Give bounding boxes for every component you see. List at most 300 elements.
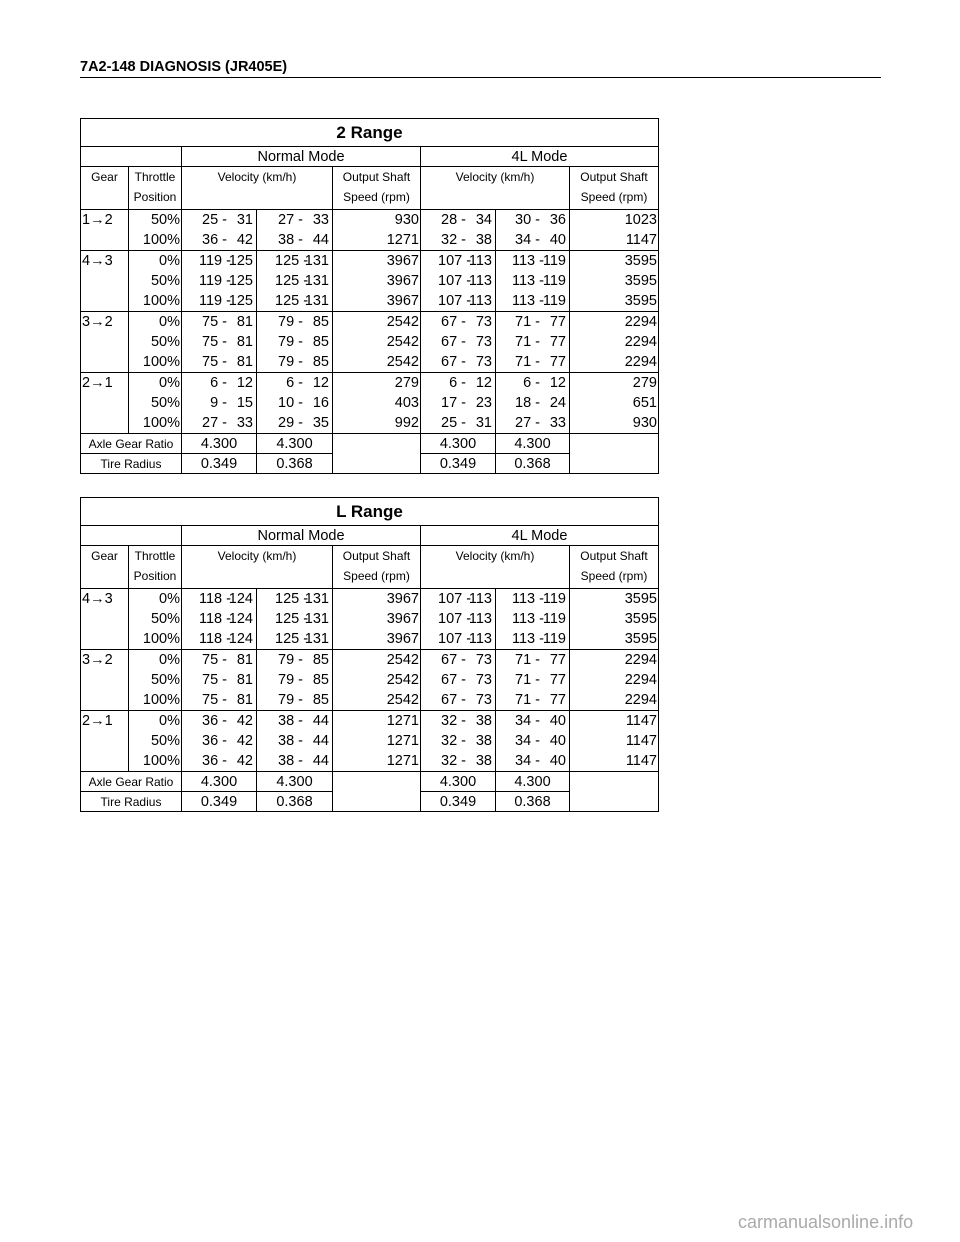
normal-output-speed [333,312,421,373]
table-title: 2 Range [81,119,659,147]
fourl-output-speed-value: 2294 [624,672,657,688]
fourl-output-speed-value: 1147 [625,232,657,248]
range-max: 44 [312,232,329,248]
fourl-velocity-2-range [497,711,568,731]
gear-shift-label: 4→3 [81,251,129,312]
normal-output-speed-value: 2542 [386,354,419,370]
range-min: 18 - [515,395,540,411]
throttle-position-value: 50% [150,611,180,627]
throttle-position [129,711,182,772]
range-min: 125 - [275,591,309,607]
range-min: 32 - [441,232,466,248]
range-max: 23 [475,395,492,411]
col-output-line2: Speed (rpm) [343,569,410,583]
range-max: 42 [236,713,253,729]
range-min: 75 - [202,692,227,708]
range-max: 85 [312,354,329,370]
range-min: 34 - [515,232,540,248]
axle-ratio-normal-2: 4.300 [257,772,333,792]
tire-radius-4l-2: 0.368 [496,792,570,812]
normal-velocity-2 [257,210,333,251]
col-velocity-4l: Velocity (km/h) [421,546,570,589]
normal-velocity-1-range [183,751,255,771]
normal-output-speed-value: 930 [394,212,419,228]
tire-radius-label: Tire Radius [81,792,182,812]
fourl-velocity-2-range [497,352,568,372]
fourl-output-speed-value: 2294 [624,652,657,668]
tire-radius-4l-1: 0.349 [421,792,496,812]
normal-velocity-2-range [258,711,331,731]
normal-mode-label: Normal Mode [182,526,421,546]
normal-velocity-2-range [258,413,331,433]
range-min: 67 - [441,692,466,708]
range-max: 77 [549,334,566,350]
watermark: carmanualsonline.info [738,1212,914,1232]
range-min: 17 - [441,395,466,411]
fourl-output-speed [570,711,659,772]
range-min: 6 - [523,375,540,391]
normal-velocity-2-range [258,393,331,413]
range-max: 85 [312,652,329,668]
fourl-velocity-2 [496,312,570,373]
fourl-output-speed-value: 1147 [625,733,657,749]
range-min: 75 - [202,314,227,330]
range-min: 36 - [202,232,227,248]
range-max: 31 [475,415,492,431]
range-max: 119 [542,631,566,647]
range-min: 38 - [278,713,303,729]
range-min: 113 - [512,293,544,309]
normal-velocity-1 [182,373,257,434]
page-header [80,57,881,78]
fourl-velocity-2-range [497,291,568,311]
range-max: 124 [228,591,253,607]
normal-velocity-2 [257,312,333,373]
throttle-position-value: 0% [159,314,180,330]
throttle-position-value: 100% [142,232,180,248]
normal-velocity-1-range [183,650,255,670]
range-max: 42 [236,733,253,749]
range-max: 77 [549,692,566,708]
range-min: 67 - [441,354,466,370]
range-max: 113 [468,591,492,607]
fourl-velocity-2 [496,251,570,312]
normal-output-speed-value: 403 [394,395,419,411]
range-min: 34 - [515,733,540,749]
range-min: 71 - [515,314,540,330]
normal-output-speed-value: 3967 [386,273,419,289]
range-max: 125 [228,253,253,269]
axle-ratio-4l-2: 4.300 [496,772,570,792]
range-max: 38 [475,733,492,749]
range-max: 73 [475,314,492,330]
normal-velocity-2-range [258,609,331,629]
throttle-position-value: 50% [150,212,180,228]
fourl-velocity-2-range [497,373,568,393]
fourl-velocity-1 [421,312,496,373]
gear-group-row [81,312,659,373]
table-title: L Range [81,498,659,526]
col-velocity-4l: Velocity (km/h) [421,167,570,210]
normal-velocity-1-range [183,373,255,393]
fourl-velocity-1 [421,373,496,434]
range-max: 38 [475,753,492,769]
fourl-output-speed-value: 930 [632,415,657,431]
throttle-position-value: 50% [150,672,180,688]
col-output-line2: Speed (rpm) [580,569,648,583]
range-max: 44 [312,733,329,749]
range-min: 6 - [286,375,303,391]
fourl-velocity-1 [421,711,496,772]
throttle-position-value: 100% [142,354,180,370]
col-output-normal [333,546,421,589]
normal-velocity-1-range [183,413,255,433]
normal-velocity-2-range [258,312,331,332]
range-max: 113 [468,293,492,309]
gear-group-row [81,210,659,251]
range-min: 79 - [278,672,303,688]
range-max: 81 [236,314,253,330]
range-max: 113 [468,611,492,627]
range-max: 131 [304,253,329,269]
range-min: 32 - [441,713,466,729]
range-max: 35 [312,415,329,431]
range-max: 85 [312,334,329,350]
fourl-velocity-2-range [497,271,568,291]
range-max: 81 [236,652,253,668]
fourl-velocity-1 [421,589,496,650]
range-max: 124 [228,631,253,647]
normal-velocity-1-range [183,589,255,609]
fourl-velocity-1 [421,251,496,312]
fourl-output-speed-value: 1023 [624,212,657,228]
range-min: 79 - [278,334,303,350]
range-max: 16 [312,395,329,411]
col-throttle-line2: Position [133,569,177,583]
fourl-velocity-1 [421,210,496,251]
range-min: 125 - [275,253,309,269]
footer-blank-4l [570,434,659,474]
range-min: 71 - [515,652,540,668]
range-max: 73 [475,354,492,370]
throttle-position-value: 100% [142,293,180,309]
range-min: 67 - [441,314,466,330]
throttle-position-value: 0% [159,375,180,391]
range-max: 12 [236,375,253,391]
range-max: 131 [304,591,329,607]
normal-velocity-2-range [258,670,331,690]
range-max: 40 [549,713,566,729]
range-min: 67 - [441,672,466,688]
range-min: 36 - [202,713,227,729]
col-gear: Gear [81,167,129,210]
throttle-position-value: 100% [142,692,180,708]
range-min: 79 - [278,692,303,708]
col-output-line2: Speed (rpm) [580,190,648,204]
normal-velocity-1-range [183,312,255,332]
range-max: 40 [549,753,566,769]
range-min: 38 - [278,753,303,769]
normal-velocity-2-range [258,210,331,230]
range-min: 107 - [438,273,472,289]
range-min: 38 - [278,733,303,749]
range-min: 25 - [202,212,227,228]
normal-velocity-1-range [183,393,255,413]
normal-velocity-1-range [183,230,255,250]
range-min: 27 - [515,415,540,431]
fourl-velocity-2-range [497,690,568,710]
range-min: 79 - [278,354,303,370]
fourl-velocity-1-range [422,413,494,433]
normal-output-speed [333,589,421,650]
range-max: 73 [475,692,492,708]
range-max: 73 [475,334,492,350]
footer-blank-normal [333,434,421,474]
normal-velocity-2-range [258,629,331,649]
range-max: 15 [236,395,253,411]
fourl-output-speed-value: 3595 [624,611,657,627]
normal-output-speed-value: 2542 [386,652,419,668]
throttle-position-value: 0% [159,652,180,668]
range-max: 33 [549,415,566,431]
shift-table-1 [80,497,659,812]
range-max: 44 [312,713,329,729]
fourl-mode-label: 4L Mode [421,526,659,546]
normal-output-speed-value: 1271 [386,713,419,729]
fourl-velocity-2-range [497,413,568,433]
fourl-output-speed [570,589,659,650]
throttle-position [129,650,182,711]
range-min: 107 - [438,611,472,627]
fourl-velocity-1-range [422,751,494,771]
normal-velocity-2-range [258,251,331,271]
range-max: 125 [228,273,253,289]
fourl-velocity-2-range [497,210,568,230]
range-min: 29 - [278,415,303,431]
col-velocity-normal: Velocity (km/h) [182,546,333,589]
tire-radius-label: Tire Radius [81,454,182,474]
col-output-line1: Output Shaft [342,170,411,184]
fourl-velocity-2-range [497,751,568,771]
range-max: 131 [304,273,329,289]
normal-velocity-1-range [183,711,255,731]
col-output-4l [570,546,659,589]
fourl-velocity-2 [496,711,570,772]
range-min: 71 - [515,354,540,370]
col-throttle-line2: Position [133,190,177,204]
throttle-position [129,312,182,373]
range-min: 36 - [202,753,227,769]
col-output-line2: Speed (rpm) [343,190,410,204]
range-max: 73 [475,672,492,688]
fourl-output-speed [570,251,659,312]
fourl-velocity-2-range [497,589,568,609]
range-min: 27 - [202,415,227,431]
range-max: 38 [475,232,492,248]
normal-output-speed [333,373,421,434]
fourl-velocity-2 [496,373,570,434]
range-min: 79 - [278,314,303,330]
fourl-velocity-2-range [497,230,568,250]
axle-ratio-normal-1: 4.300 [182,772,257,792]
normal-velocity-2-range [258,352,331,372]
normal-output-speed-value: 3967 [386,631,419,647]
throttle-position-value: 100% [142,631,180,647]
normal-output-speed-value: 279 [394,375,419,391]
fourl-velocity-2 [496,650,570,711]
range-max: 119 [542,611,566,627]
gear-shift-label: 3→2 [81,650,129,711]
normal-velocity-1-range [183,251,255,271]
range-max: 12 [475,375,492,391]
range-min: 75 - [202,334,227,350]
throttle-position [129,589,182,650]
col-throttle [129,167,182,210]
range-max: 119 [542,253,566,269]
normal-velocity-1 [182,251,257,312]
tire-radius-normal-1: 0.349 [182,792,257,812]
normal-velocity-1-range [183,731,255,751]
normal-output-speed-value: 1271 [386,733,419,749]
tire-radius-4l-1: 0.349 [421,454,496,474]
range-min: 9 - [210,395,227,411]
col-throttle-line1: Throttle [134,170,176,184]
normal-output-speed-value: 3967 [386,293,419,309]
range-min: 118 - [199,611,231,627]
fourl-velocity-1-range [422,251,494,271]
range-max: 81 [236,354,253,370]
fourl-velocity-1-range [422,312,494,332]
normal-velocity-1-range [183,670,255,690]
gear-shift-label: 3→2 [81,312,129,373]
throttle-position [129,373,182,434]
range-min: 125 - [275,293,309,309]
fourl-output-speed-value: 2294 [624,334,657,350]
range-max: 113 [468,631,492,647]
normal-velocity-1-range [183,332,255,352]
fourl-output-speed [570,650,659,711]
range-max: 81 [236,672,253,688]
normal-velocity-1-range [183,609,255,629]
range-min: 113 - [512,611,544,627]
fourl-output-speed [570,210,659,251]
fourl-output-speed-value: 3595 [624,293,657,309]
range-min: 79 - [278,652,303,668]
fourl-velocity-2-range [497,650,568,670]
range-min: 107 - [438,631,472,647]
range-min: 107 - [438,293,472,309]
col-throttle-line1: Throttle [134,549,176,563]
throttle-position-value: 0% [159,253,180,269]
normal-velocity-2 [257,373,333,434]
throttle-position-value: 100% [142,415,180,431]
fourl-output-speed-value: 3595 [624,631,657,647]
range-min: 10 - [278,395,303,411]
col-throttle [129,546,182,589]
normal-mode-label: Normal Mode [182,147,421,167]
range-max: 34 [475,212,492,228]
fourl-velocity-1-range [422,589,494,609]
range-min: 113 - [512,591,544,607]
fourl-output-speed-value: 651 [632,395,657,411]
tire-radius-4l-2: 0.368 [496,454,570,474]
throttle-position-value: 50% [150,273,180,289]
range-max: 73 [475,652,492,668]
normal-velocity-1-range [183,352,255,372]
range-min: 113 - [512,273,544,289]
normal-velocity-2-range [258,650,331,670]
range-min: 113 - [512,253,544,269]
fourl-velocity-1-range [422,230,494,250]
range-max: 85 [312,692,329,708]
range-min: 119 - [199,293,231,309]
normal-velocity-2-range [258,731,331,751]
fourl-velocity-1-range [422,210,494,230]
normal-velocity-1-range [183,690,255,710]
fourl-velocity-1 [421,650,496,711]
range-min: 34 - [515,753,540,769]
range-min: 125 - [275,273,309,289]
fourl-velocity-2-range [497,251,568,271]
gear-group-row [81,589,659,650]
normal-output-speed-value: 2542 [386,672,419,688]
normal-velocity-2-range [258,751,331,771]
col-output-line1: Output Shaft [580,549,648,563]
fourl-output-speed-value: 1147 [625,713,657,729]
range-max: 119 [542,591,566,607]
range-max: 119 [542,273,566,289]
shift-table-0 [80,118,659,474]
range-min: 119 - [199,273,231,289]
fourl-velocity-2-range [497,629,568,649]
mode-blank [81,526,182,546]
range-min: 118 - [199,631,231,647]
col-output-normal [333,167,421,210]
axle-gear-ratio-label: Axle Gear Ratio [81,772,182,792]
range-min: 118 - [199,591,231,607]
range-max: 12 [312,375,329,391]
axle-ratio-normal-2: 4.300 [257,434,333,454]
range-min: 113 - [512,631,544,647]
normal-velocity-2 [257,589,333,650]
mode-blank [81,147,182,167]
gear-group-row [81,650,659,711]
range-max: 131 [304,293,329,309]
fourl-output-speed-value: 3595 [624,253,657,269]
col-output-line1: Output Shaft [580,170,648,184]
range-max: 42 [236,753,253,769]
range-min: 107 - [438,591,472,607]
normal-output-speed-value: 3967 [386,611,419,627]
range-max: 125 [228,293,253,309]
range-min: 25 - [441,415,466,431]
fourl-velocity-2-range [497,312,568,332]
fourl-velocity-1-range [422,711,494,731]
range-min: 75 - [202,354,227,370]
normal-velocity-1 [182,312,257,373]
normal-velocity-2-range [258,271,331,291]
fourl-output-speed [570,312,659,373]
fourl-output-speed-value: 279 [632,375,657,391]
fourl-output-speed-value: 2294 [624,354,657,370]
normal-velocity-2 [257,251,333,312]
range-max: 12 [549,375,566,391]
fourl-velocity-1-range [422,332,494,352]
range-max: 81 [236,692,253,708]
throttle-position-value: 50% [150,395,180,411]
gear-shift-label: 4→3 [81,589,129,650]
range-max: 113 [468,253,492,269]
